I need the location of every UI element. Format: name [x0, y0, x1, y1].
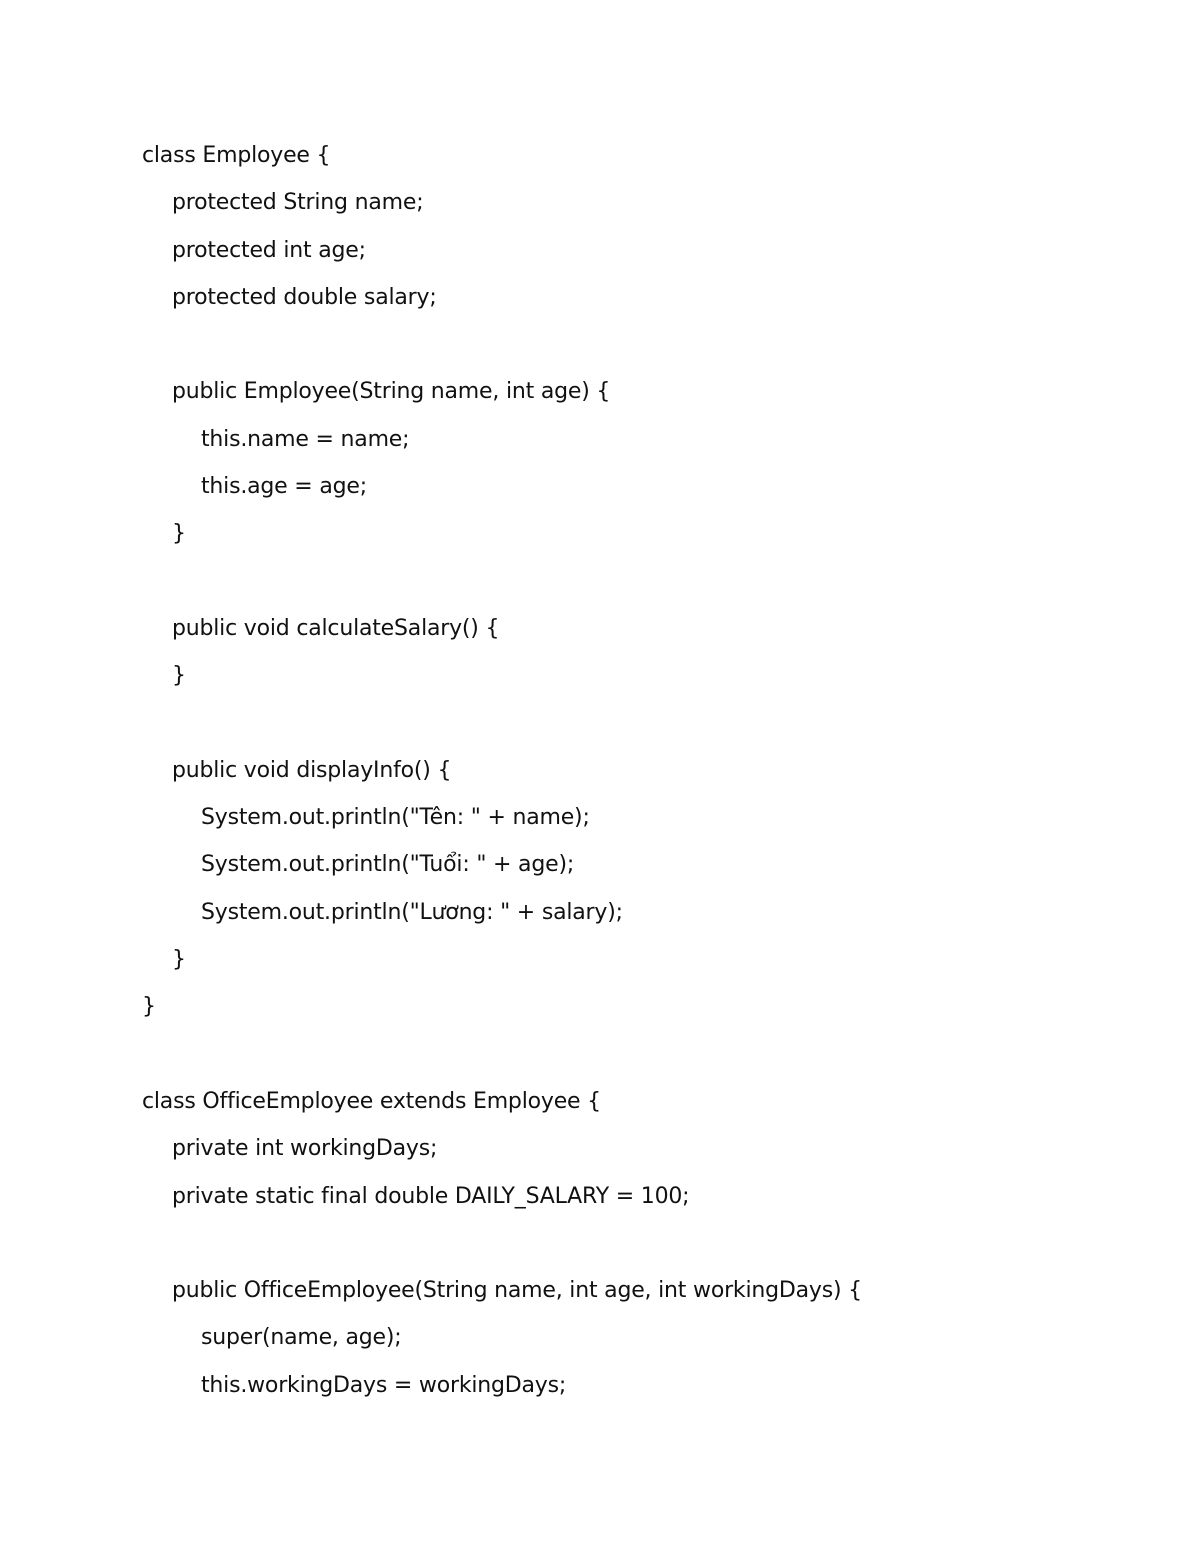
code-line: } — [172, 663, 186, 689]
code-line: private int workingDays; — [172, 1136, 438, 1162]
code-line: protected double salary; — [172, 284, 437, 310]
code-line: public void calculateSalary() { — [172, 615, 500, 641]
code-line: public OfficeEmployee(String name, int age, int workingDays) { — [172, 1278, 862, 1304]
code-line: class Employee { — [142, 143, 331, 168]
code-line: System.out.println("Tuổi: " + age); — [201, 852, 575, 878]
blank-line — [142, 1036, 1142, 1083]
code-line: protected String name; — [172, 190, 424, 216]
blank-line — [142, 563, 1142, 610]
code-line: } — [172, 521, 186, 547]
code-line: public Employee(String name, int age) { — [172, 379, 611, 405]
code-line: } — [172, 947, 186, 973]
blank-line — [142, 1225, 1142, 1272]
blank-line — [142, 326, 1142, 373]
code-line: this.age = age; — [201, 474, 367, 500]
code-line: protected int age; — [172, 237, 366, 263]
code-line: class OfficeEmployee extends Employee { — [142, 1088, 601, 1114]
code-block — [142, 137, 1142, 1414]
code-line: private static final double DAILY_SALARY = 100; — [172, 1183, 690, 1209]
code-line: System.out.println("Lương: " + salary); — [201, 899, 623, 925]
code-line: public void displayInfo() { — [172, 757, 452, 783]
code-line: this.name = name; — [201, 426, 410, 452]
blank-line — [142, 705, 1142, 752]
code-line: super(name, age); — [201, 1325, 402, 1351]
code-line: } — [142, 994, 156, 1020]
code-line: System.out.println("Tên: " + name); — [201, 805, 590, 831]
code-line: this.workingDays = workingDays; — [201, 1372, 567, 1398]
